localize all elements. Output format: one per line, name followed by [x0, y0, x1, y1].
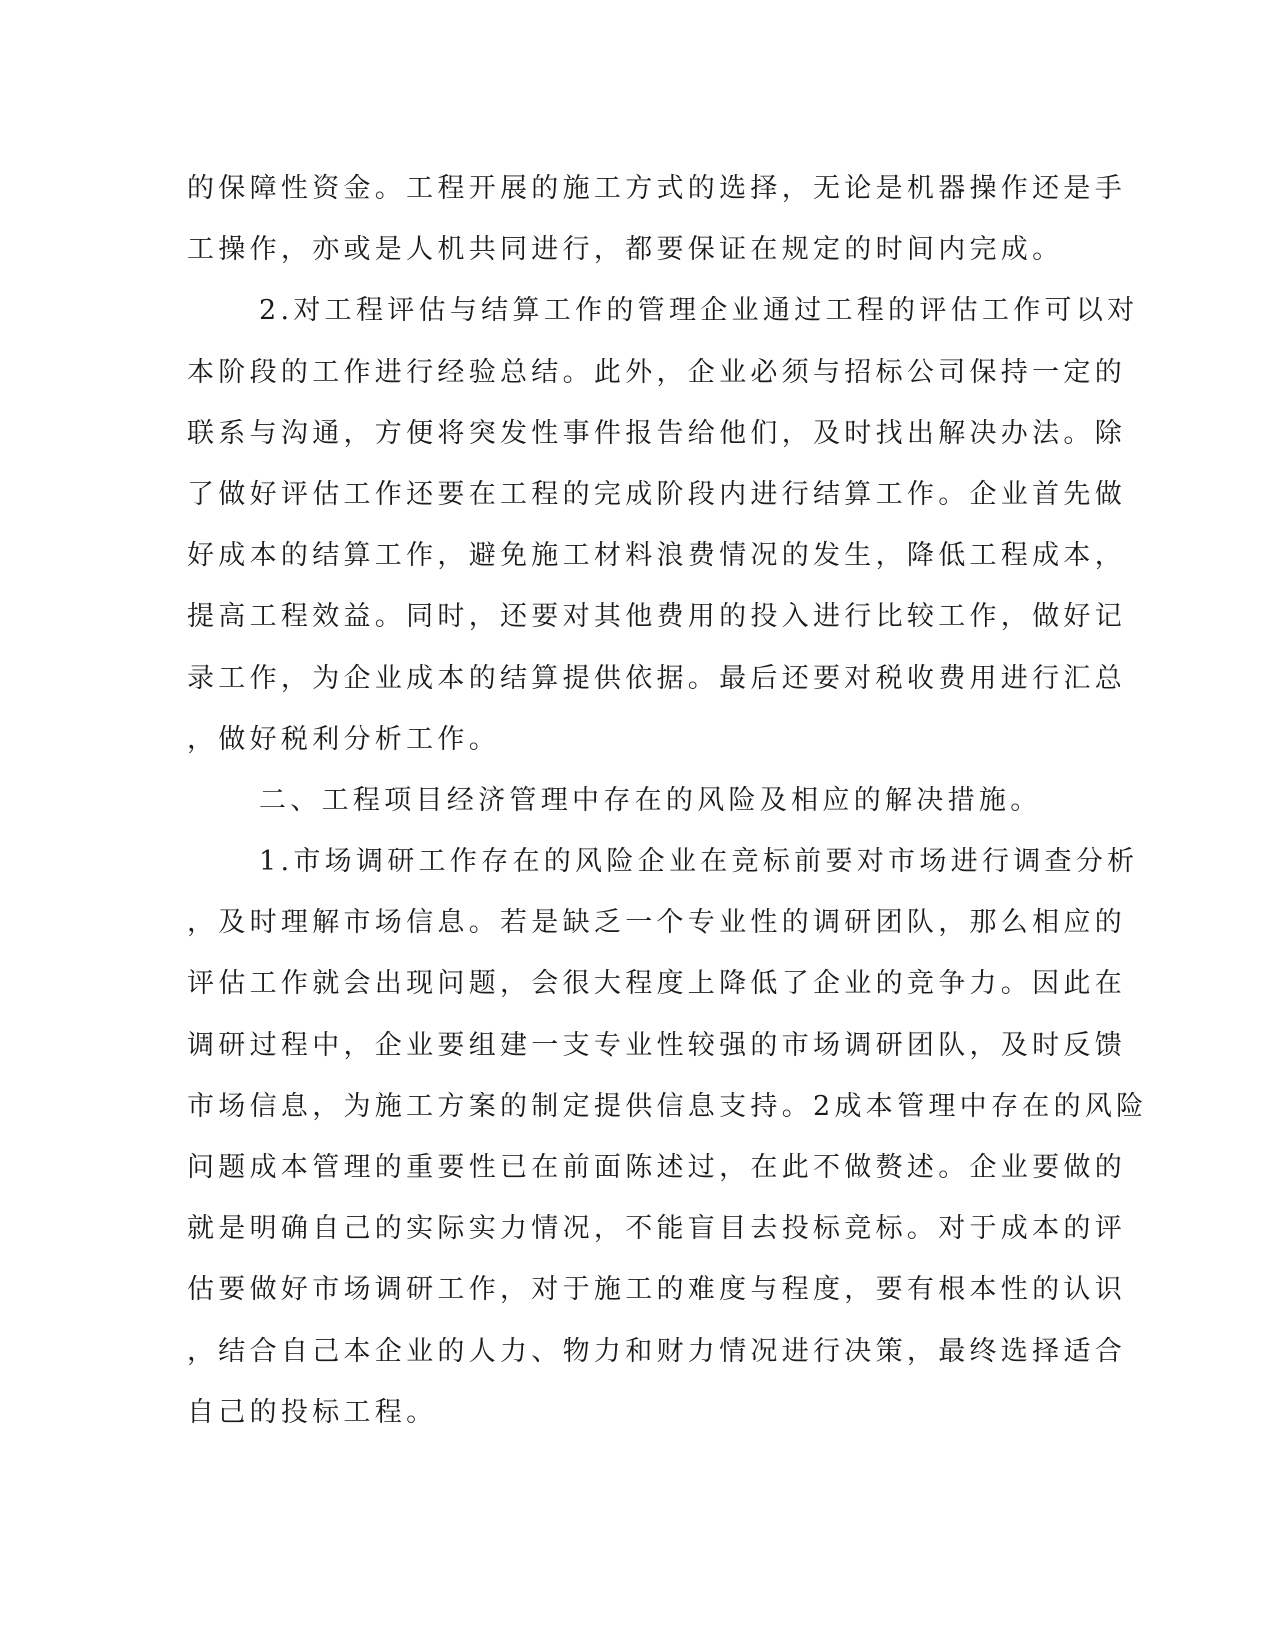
text-line: 评估工作就会出现问题，会很大程度上降低了企业的竞争力。因此在 — [187, 968, 1126, 1000]
text-line: 自己的投标工程。 — [187, 1396, 438, 1428]
text-line: 市场信息，为施工方案的制定提供信息支持。2成本管理中存在的风险 — [187, 1090, 1148, 1122]
text-line: 调研过程中，企业要组建一支专业性较强的市场调研团队，及时反馈 — [187, 1029, 1126, 1061]
text-line: 2.对工程评估与结算工作的管理企业通过工程的评估工作可以对 — [259, 295, 1139, 327]
text-line: 问题成本管理的重要性已在前面陈述过，在此不做赘述。企业要做的 — [187, 1152, 1126, 1183]
section-heading: 二、工程项目经济管理中存在的风险及相应的解决措施。 — [259, 784, 1042, 816]
text-line: ，结合自己本企业的人力、物力和财力情况进行决策，最终选择适合 — [187, 1335, 1126, 1367]
text-line: 估要做好市场调研工作，对于施工的难度与程度，要有根本性的认识 — [187, 1274, 1126, 1306]
text-line: 的保障性资金。工程开展的施工方式的选择，无论是机器操作还是手 — [187, 173, 1126, 204]
text-line: 工操作，亦或是人机共同进行，都要保证在规定的时间内完成。 — [187, 234, 1064, 266]
text-line: ，及时理解市场信息。若是缺乏一个专业性的调研团队，那么相应的 — [187, 907, 1126, 939]
body-text — [187, 158, 1148, 1443]
text-line: 就是明确自己的实际实力情况，不能盲目去投标竞标。对于成本的评 — [187, 1213, 1126, 1245]
text-line: 1.市场调研工作存在的风险企业在竞标前要对市场进行调查分析 — [259, 846, 1139, 878]
text-line: 提高工程效益。同时，还要对其他费用的投入进行比较工作，做好记 — [187, 601, 1126, 633]
text-line: 好成本的结算工作，避免施工材料浪费情况的发生，降低工程成本， — [187, 540, 1126, 572]
text-line: 了做好评估工作还要在工程的完成阶段内进行结算工作。企业首先做 — [187, 478, 1126, 510]
text-line: 录工作，为企业成本的结算提供依据。最后还要对税收费用进行汇总 — [187, 662, 1126, 694]
text-line: ，做好税利分析工作。 — [187, 723, 500, 755]
text-line: 联系与沟通，方便将突发性事件报告给他们，及时找出解决办法。除 — [187, 417, 1126, 449]
text-line: 本阶段的工作进行经验总结。此外，企业必须与招标公司保持一定的 — [187, 356, 1126, 388]
